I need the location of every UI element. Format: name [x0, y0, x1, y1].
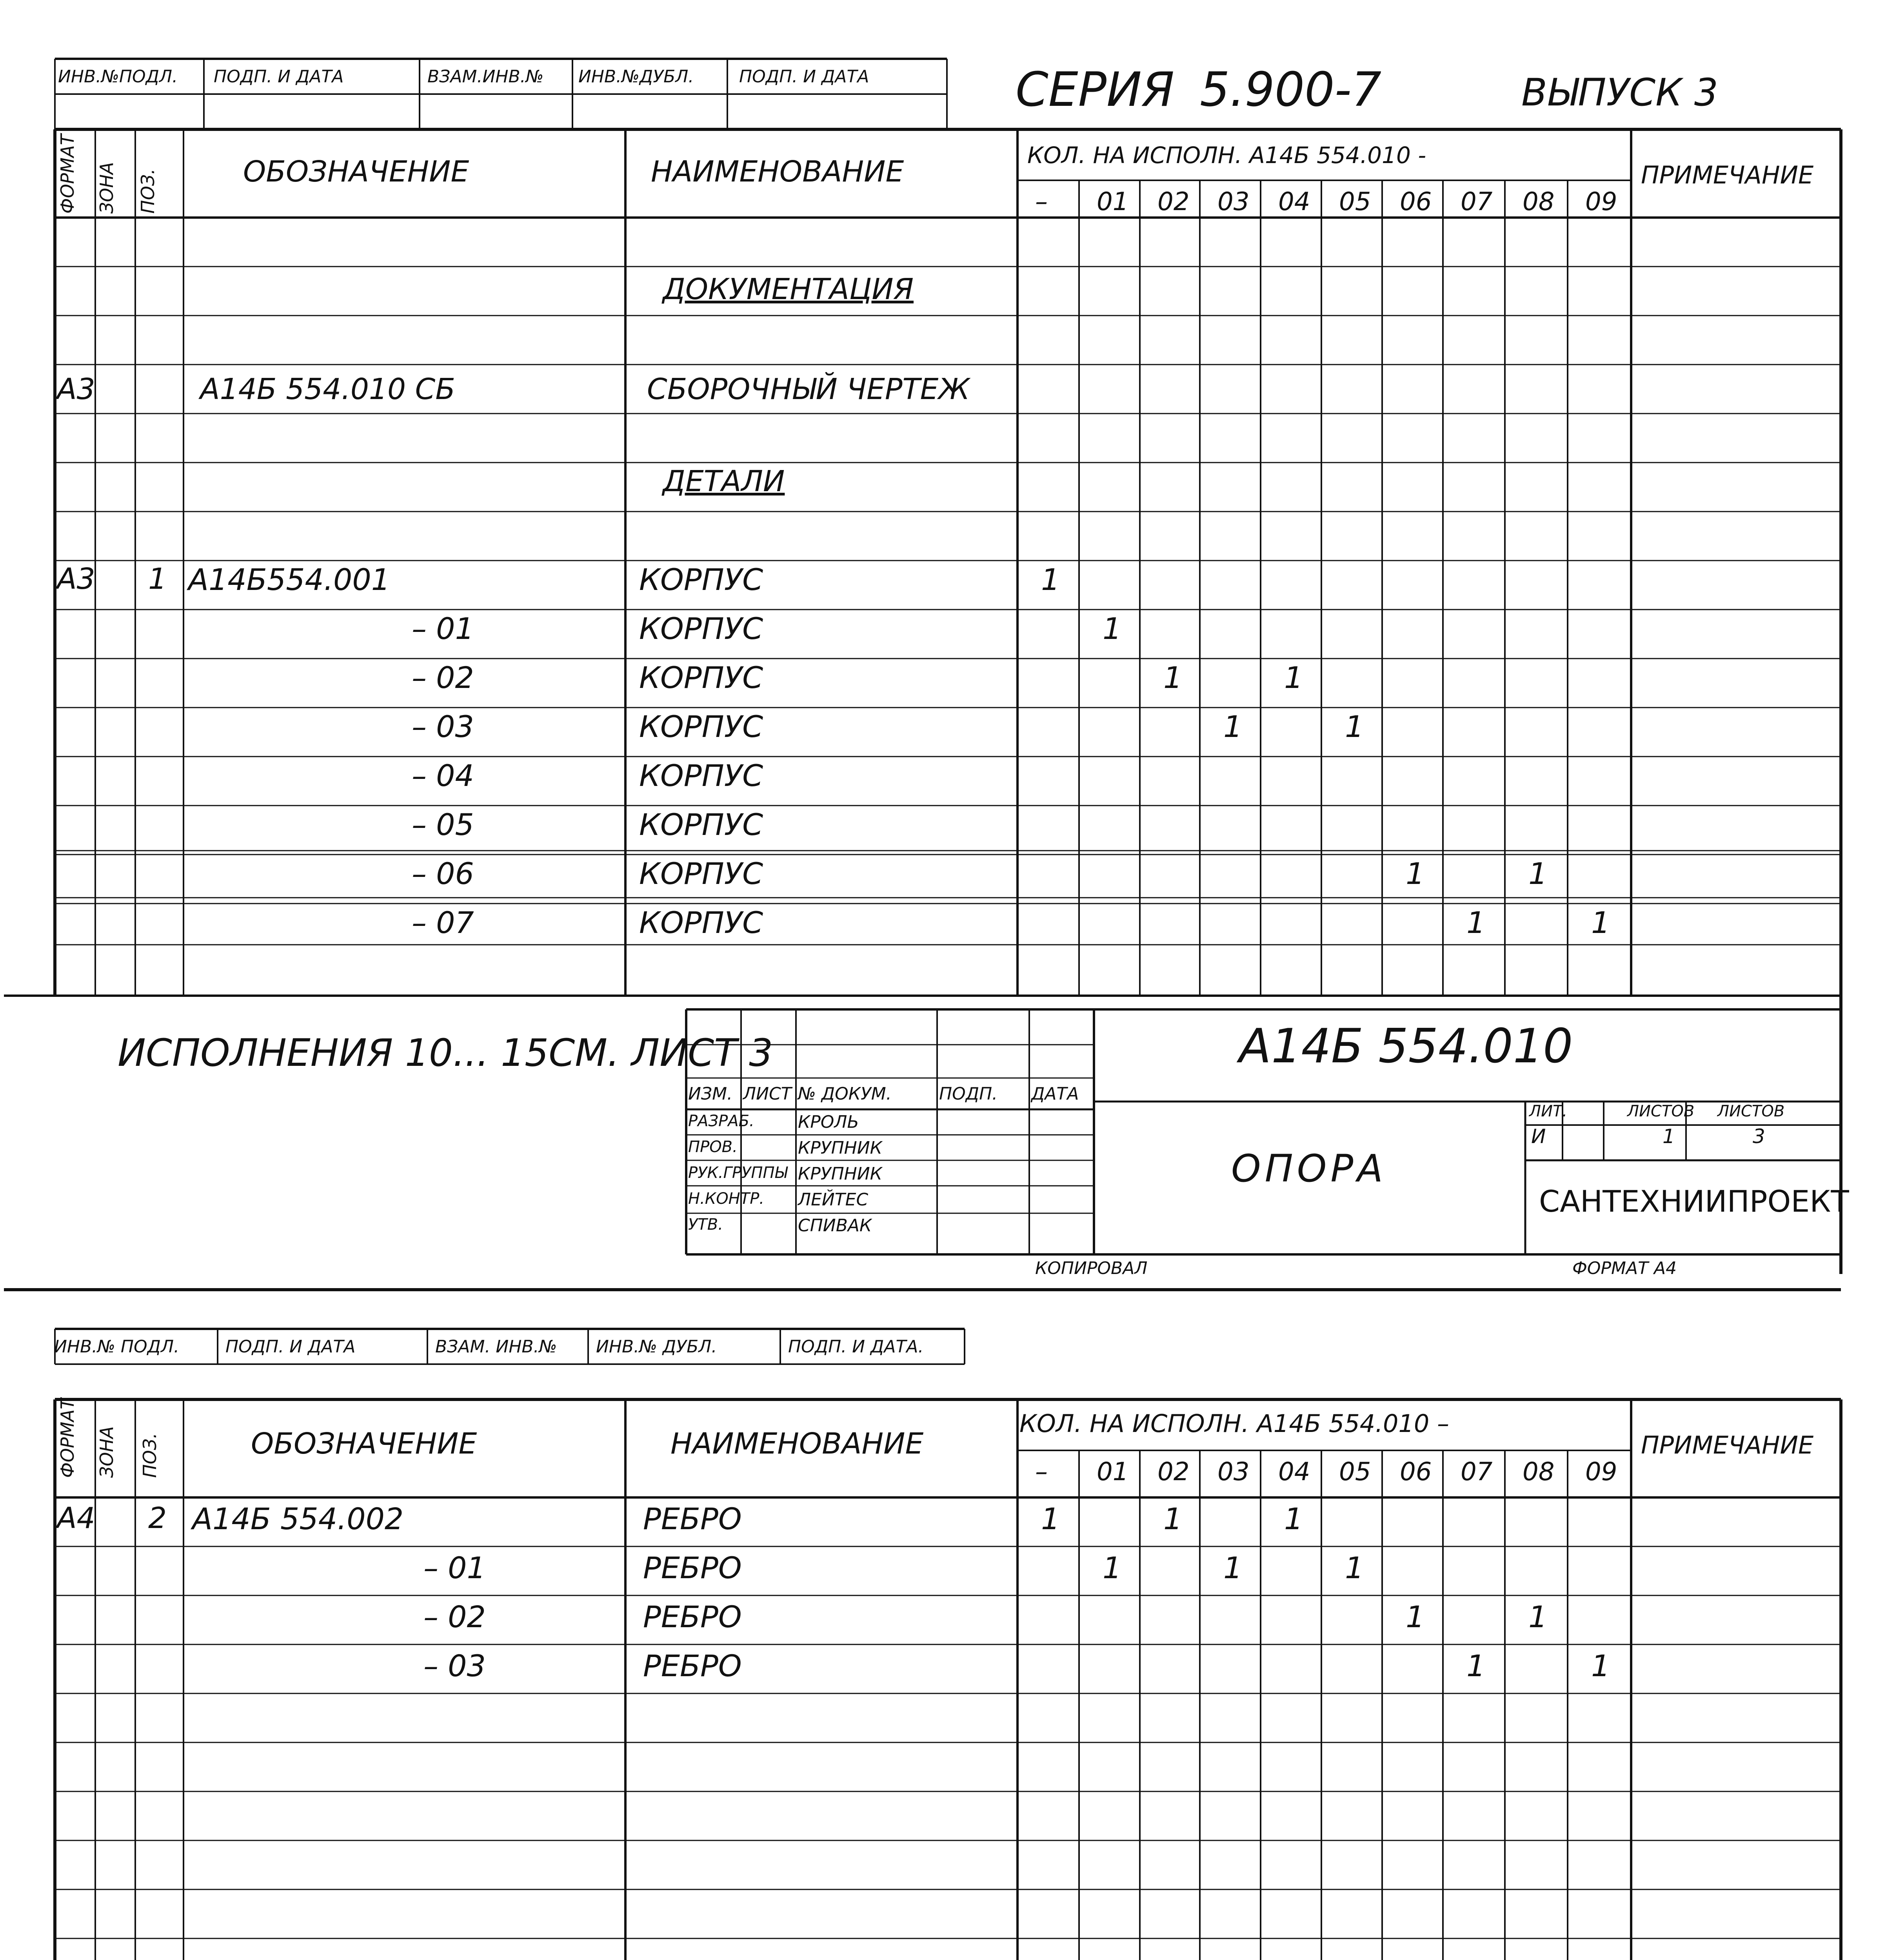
variant2-col-7: 07 [1461, 1457, 1493, 1486]
row2-qty: 1 [1041, 1501, 1060, 1536]
row-qty: 1 [1345, 709, 1364, 744]
tb-col-header: ДАТА [1031, 1084, 1079, 1104]
header2-designation: ОБОЗНАЧЕНИЕ [251, 1427, 477, 1461]
stamp-sign-date: ПОДП. И ДАТА [214, 67, 344, 87]
variant-col-1: 01 [1097, 187, 1129, 216]
variant2-col-1: 01 [1097, 1457, 1129, 1486]
series-number: 5.900-7 [1200, 63, 1382, 117]
tb-name: КРУПНИК [798, 1164, 882, 1184]
variant-col-3: 03 [1217, 187, 1250, 216]
tb-role: УТВ. [688, 1216, 723, 1234]
row-qty: 1 [1466, 905, 1486, 940]
header-qty: КОЛ. НА ИСПОЛН. А14Б 554.010 - [1027, 142, 1426, 169]
issue-number: ВЫПУСК 3 [1521, 71, 1718, 114]
format-label: ФОРМАТ А4 [1572, 1258, 1677, 1278]
variant-col-8: 08 [1523, 187, 1555, 216]
variant-col-0: – [1035, 187, 1048, 216]
row-name: КОРПУС [639, 709, 763, 744]
row2-qty: 1 [1466, 1648, 1486, 1683]
header-note: ПРИМЕЧАНИЕ [1641, 161, 1814, 189]
variant-col-9: 09 [1585, 187, 1617, 216]
row-format: А3 [57, 562, 95, 596]
row2-pos: 2 [148, 1501, 167, 1535]
row-designation: – 01 [412, 611, 474, 646]
row-qty: 1 [1591, 905, 1610, 940]
row2-name: РЕБРО [643, 1550, 742, 1585]
stamp2-replaced-inv: ВЗАМ. ИНВ.№ [435, 1337, 557, 1357]
stamp2-inv-orig: ИНВ.№ ПОДЛ. [54, 1337, 180, 1357]
row2-format: А4 [57, 1501, 95, 1535]
row-designation: – 02 [412, 660, 474, 695]
row-qty: 1 [1284, 660, 1303, 695]
tb-name: КРОЛЬ [798, 1112, 859, 1132]
row-designation: – 06 [412, 856, 474, 891]
variant-col-7: 07 [1461, 187, 1493, 216]
variant2-col-4: 04 [1278, 1457, 1310, 1486]
tb-name: КРУПНИК [798, 1138, 882, 1158]
row-qty: 1 [1041, 562, 1060, 597]
row2-name: РЕБРО [643, 1501, 742, 1536]
tb-role: РУК.ГРУППЫ [688, 1164, 788, 1182]
stamp2-sign-date: ПОДП. И ДАТА [225, 1337, 356, 1357]
row2-designation: – 01 [423, 1550, 486, 1585]
header-name: НАИМЕНОВАНИЕ [651, 155, 904, 189]
variant2-col-0: – [1035, 1457, 1048, 1486]
variant2-col-9: 09 [1585, 1457, 1617, 1486]
header2-format: ФОРМАТ [57, 1398, 78, 1478]
stamp-sign-date-2: ПОДП. И ДАТА [739, 67, 869, 87]
row-name: КОРПУС [639, 562, 763, 597]
variant-col-2: 02 [1157, 187, 1190, 216]
row2-qty: 1 [1406, 1599, 1425, 1634]
stamp-replaced-inv: ВЗАМ.ИНВ.№ [427, 67, 544, 87]
row-qty: 1 [1223, 709, 1243, 744]
stamp2-inv-dup: ИНВ.№ ДУБЛ. [596, 1337, 717, 1357]
assembly-name: СБОРОЧНЫЙ ЧЕРТЕЖ [647, 372, 970, 406]
stamp-inv-dup: ИНВ.№ДУБЛ. [578, 67, 694, 87]
header-pos: ПОЗ. [137, 169, 158, 214]
section-details: ДЕТАЛИ [663, 465, 785, 498]
series-label: СЕРИЯ [1016, 63, 1175, 117]
header-designation: ОБОЗНАЧЕНИЕ [243, 155, 469, 189]
row2-qty: 1 [1345, 1550, 1364, 1585]
lit-label: ЛИТ. [1529, 1102, 1568, 1120]
row-designation: – 04 [412, 758, 474, 793]
row-qty: 1 [1528, 856, 1548, 891]
header2-pos: ПОЗ. [139, 1433, 160, 1478]
row-name: КОРПУС [639, 856, 763, 891]
lit-value: И [1531, 1125, 1546, 1148]
row-pos: 1 [148, 562, 167, 596]
organization: САНТЕХНИИПРОЕКТ [1539, 1184, 1849, 1219]
row2-name: РЕБРО [643, 1599, 742, 1634]
row2-qty: 1 [1103, 1550, 1122, 1585]
copied-label: КОПИРОВАЛ [1035, 1258, 1148, 1278]
tb-col-header: № ДОКУМ. [798, 1084, 892, 1104]
row-designation: – 07 [412, 905, 474, 940]
variant-col-4: 04 [1278, 187, 1310, 216]
header-format: ФОРМАТ [57, 134, 78, 214]
row-designation: А14Б554.001 [188, 562, 391, 597]
tb-col-header: ИЗМ. [688, 1084, 733, 1104]
row2-qty: 1 [1591, 1648, 1610, 1683]
variant2-col-3: 03 [1217, 1457, 1250, 1486]
row2-qty: 1 [1163, 1501, 1183, 1536]
sheets-value: 3 [1753, 1125, 1765, 1148]
sheets-label: ЛИСТОВ [1717, 1102, 1785, 1120]
assembly-designation: А14Б 554.010 СБ [200, 372, 456, 406]
row-name: КОРПУС [639, 807, 763, 842]
variant-col-5: 05 [1339, 187, 1371, 216]
row-name: КОРПУС [639, 660, 763, 695]
row2-designation: А14Б 554.002 [192, 1501, 404, 1536]
variant2-col-2: 02 [1157, 1457, 1190, 1486]
row-name: КОРПУС [639, 611, 763, 646]
variant2-col-6: 06 [1400, 1457, 1432, 1486]
row-name: КОРПУС [639, 905, 763, 940]
row-qty: 1 [1406, 856, 1425, 891]
row2-qty: 1 [1223, 1550, 1243, 1585]
header2-note: ПРИМЕЧАНИЕ [1641, 1431, 1814, 1459]
row-name: КОРПУС [639, 758, 763, 793]
tb-col-header: ПОДП. [939, 1084, 998, 1104]
tb-role: РАЗРАБ. [688, 1112, 754, 1130]
row-qty: 1 [1163, 660, 1183, 695]
row2-qty: 1 [1284, 1501, 1303, 1536]
variant2-col-5: 05 [1339, 1457, 1371, 1486]
sheet-label: ЛИСТОВ [1627, 1102, 1695, 1120]
tb-name: ЛЕЙТЕС [798, 1190, 869, 1210]
row2-designation: – 03 [423, 1648, 486, 1683]
tb-name: СПИВАК [798, 1216, 872, 1236]
row2-name: РЕБРО [643, 1648, 742, 1683]
variants-note: ИСПОЛНЕНИЯ 10... 15СМ. ЛИСТ 3 [118, 1031, 773, 1075]
tb-col-header: ЛИСТ [743, 1084, 792, 1104]
header2-qty: КОЛ. НА ИСПОЛН. А14Б 554.010 – [1019, 1409, 1449, 1438]
doc-number: А14Б 554.010 [1239, 1019, 1573, 1074]
header2-name: НАИМЕНОВАНИЕ [670, 1427, 924, 1461]
row-designation: – 05 [412, 807, 474, 842]
tb-role: ПРОВ. [688, 1138, 738, 1156]
variant-col-6: 06 [1400, 187, 1432, 216]
assembly-format: А3 [57, 372, 95, 406]
doc-title: ОПОРА [1231, 1147, 1387, 1191]
row2-qty: 1 [1528, 1599, 1548, 1634]
tb-role: Н.КОНТР. [688, 1190, 765, 1208]
row-qty: 1 [1103, 611, 1122, 646]
row2-designation: – 02 [423, 1599, 486, 1634]
stamp-inv-orig: ИНВ.№ПОДЛ. [58, 67, 178, 87]
row-designation: – 03 [412, 709, 474, 744]
stamp2-sign-date-2: ПОДП. И ДАТА. [788, 1337, 924, 1357]
variant2-col-8: 08 [1523, 1457, 1555, 1486]
header-zone: ЗОНА [96, 162, 117, 214]
section-documentation: ДОКУМЕНТАЦИЯ [663, 272, 914, 306]
sheet-value: 1 [1663, 1125, 1675, 1148]
header2-zone: ЗОНА [96, 1426, 117, 1478]
